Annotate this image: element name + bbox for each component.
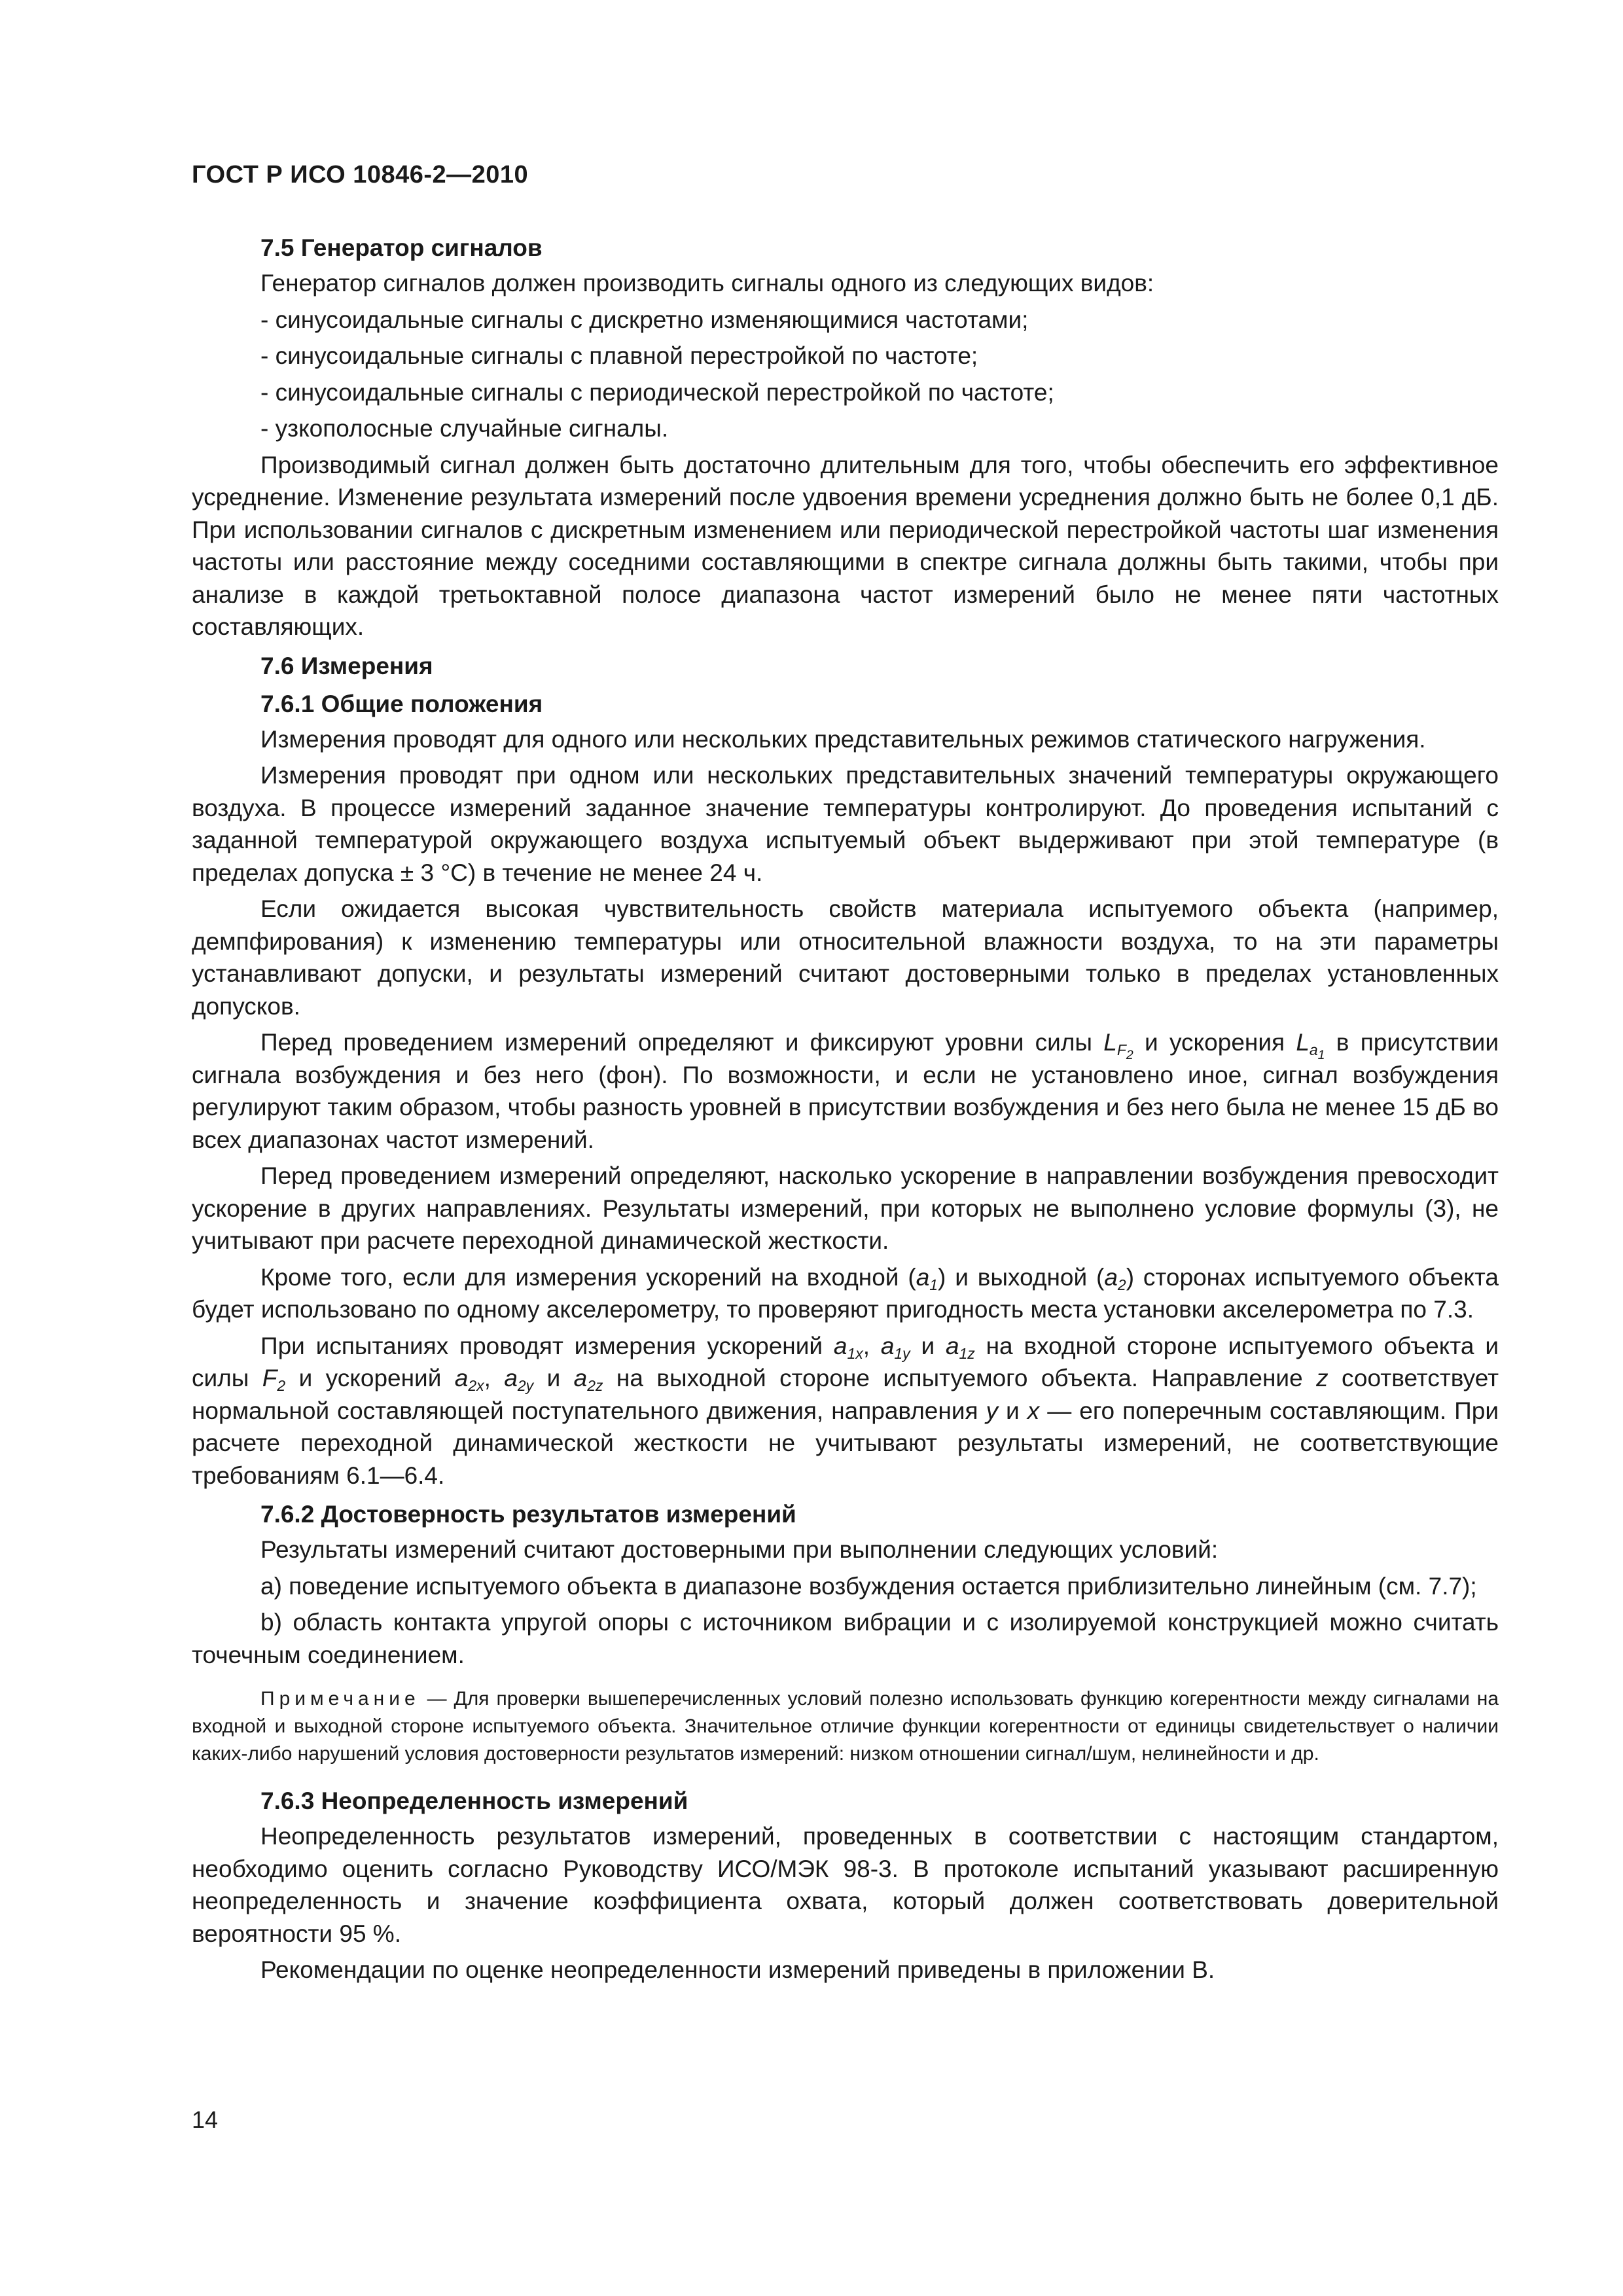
section-7-5-title: 7.5 Генератор сигналов bbox=[260, 234, 543, 261]
paragraph: Неопределенность результатов измерений, проведенных в соответствии с настоящим стандартом, необходимо оценить согласно Руководству ИСО/МЭК 98-3. В протоколе испытаний указывают расширенную неопределенность и значение коэффициента охвата, который должен соответствовать доверительной вероятности 95 %. bbox=[192, 1823, 1499, 1947]
symbol-a2: $a_2$ bbox=[1104, 1263, 1126, 1293]
section-7-5-paragraph: Производимый сигнал должен быть достаточно длительным для того, чтобы обеспечить его эффективное усреднение. Изменение результата измерений после удвоения времени усреднения должно быть не более 0,1 дБ. При использовании сигналов с дискретным изменением или периодической перестройкой частоты шаг изменения частоты или расстояние между соседними составляющими в спектре сигнала должны быть такими, чтобы при анализе в каждой третьоктавной полосе диапазона частот измерений было не менее пяти частотных составляющих. bbox=[192, 451, 1499, 640]
section-7-6-3-title: 7.6.3 Неопределенность измерений bbox=[260, 1787, 688, 1814]
paragraph: Измерения проводят при одном или нескольких представительных значений температуры окружающего воздуха. В процессе измерений заданное значение температуры контролируют. До проведения испытаний с заданной температурой окружающего воздуха испытуемый объект выдерживают при этой температуре (в пределах допуска ± 3 °С) в течение не менее 24 ч. bbox=[192, 762, 1499, 886]
paragraph: Перед проведением измерений определяют, насколько ускорение в направлении возбуждения превосходит ускорение в других направлениях. Результаты измерений, при которых не выполнено условие формулы (3), не учитывают при расчете переходной динамической жесткости. bbox=[192, 1162, 1499, 1254]
symbol-a2x: $a_{2x}$ bbox=[454, 1365, 484, 1394]
symbol-z: z bbox=[1316, 1365, 1329, 1391]
section-7-5-intro: Генератор сигналов должен производить сигналы одного из следующих видов: bbox=[260, 270, 1154, 296]
paragraph: Рекомендации по оценке неопределенности измерений приведены в приложении В. bbox=[260, 1956, 1215, 1983]
list-item: - узкополосные случайные сигналы. bbox=[260, 415, 669, 442]
paragraph-levels: Перед проведением измерений определяют и фиксируют уровни силы $L_{F_2}$ и ускорения $L_{a_1}$ в присутствии сигнала возбуждения и без него (фон). По возможности, и если не установлено иное, сигнал возбуждения регулируют таким образом, чтобы разность уровней в присутствии возбуждения и без него была не менее 15 дБ во всех диапазонах частот измерений. bbox=[192, 1029, 1499, 1153]
paragraph: Если ожидается высокая чувствительность свойств материала испытуемого объекта (например, демпфирования) к изменению температуры или относительной влажности воздуха, то на эти параметры устанавливают допуски, и результаты измерений считают достоверными только в пределах установленных допусков. bbox=[192, 895, 1499, 1020]
symbol-a1y: $a_{1y}$ bbox=[880, 1332, 910, 1362]
symbol-y: y bbox=[986, 1397, 999, 1424]
document-header: ГОСТ Р ИСО 10846-2—2010 bbox=[192, 161, 529, 188]
list-item: b) область контакта упругой опоры с источником вибрации и с изолируемой конструкцией можно считать точечным соединением. bbox=[192, 1609, 1499, 1668]
section-7-6-title: 7.6 Измерения bbox=[260, 652, 433, 679]
symbol-a2z: $a_{2z}$ bbox=[573, 1365, 603, 1394]
list-item: - синусоидальные сигналы с дискретно изменяющимися частотами; bbox=[260, 306, 1029, 333]
paragraph: Измерения проводят для одного или нескольких представительных режимов статического нагружения. bbox=[260, 725, 1426, 753]
document-body bbox=[192, 229, 1499, 1990]
symbol-x: x bbox=[1027, 1397, 1040, 1424]
paragraph: Результаты измерений считают достоверными при выполнении следующих условий: bbox=[260, 1536, 1219, 1563]
page-number: 14 bbox=[192, 2106, 219, 2133]
paragraph-accelerometer: Кроме того, если для измерения ускорений на входной $(a_1)$ и выходной $(a_2)$ сторонах испытуемого объекта будет использовано по одному акселерометру, то проверяют пригодность места установки акселерометра по 7.3. bbox=[192, 1263, 1499, 1323]
note-label: Примечание bbox=[260, 1688, 420, 1710]
list-item: a) поведение испытуемого объекта в диапазоне возбуждения остается приблизительно линейным (см. 7.7); bbox=[260, 1572, 1477, 1600]
symbol-F2: $F_2$ bbox=[262, 1365, 286, 1394]
symbol-a1z: $a_{1z}$ bbox=[945, 1332, 975, 1362]
list-item: - синусоидальные сигналы с периодической перестройкой по частоте; bbox=[260, 378, 1054, 406]
symbol-a2y: $a_{2y}$ bbox=[504, 1365, 534, 1394]
section-7-6-1-title: 7.6.1 Общие положения bbox=[260, 690, 543, 717]
section-7-6-2-title: 7.6.2 Достоверность результатов измерений bbox=[260, 1501, 796, 1528]
paragraph-measurements: При испытаниях проводят измерения ускорений $a_{1x}$, $a_{1y}$ и $a_{1z}$ на входной стороне испытуемого объекта и силы $F_2$ и ускорений $a_{2x}$, $a_{2y}$ и $a_{2z}$ на выходной стороне испытуемого объекта. Направление z соответствует нормальной составляющей поступательного движения, направления y и x — его поперечным составляющим. При расчете переходной динамической жесткости не учитывают результаты измерений, не соответствующие требованиям 6.1—6.4. bbox=[192, 1332, 1499, 1489]
list-item: - синусоидальные сигналы с плавной перестройкой по частоте; bbox=[260, 342, 978, 369]
symbol-a1x: $a_{1x}$ bbox=[833, 1332, 863, 1362]
symbol-a1: $a_1$ bbox=[916, 1263, 938, 1293]
symbol-LF2: $L_{F_2}$ bbox=[1103, 1029, 1133, 1062]
symbol-La1: $L_{a_1}$ bbox=[1296, 1029, 1325, 1062]
note: Примечание — Для проверки вышеперечисленных условий полезно использовать функцию когерентности между сигналами на входной и выходной стороне испытуемого объекта. Значительное отличие функции когерентности от единицы свидетельствует о наличии каких-либо нарушений условия достоверности результатов измерений: низком отношении сигнал/шум, нелинейности и др. bbox=[192, 1688, 1499, 1765]
